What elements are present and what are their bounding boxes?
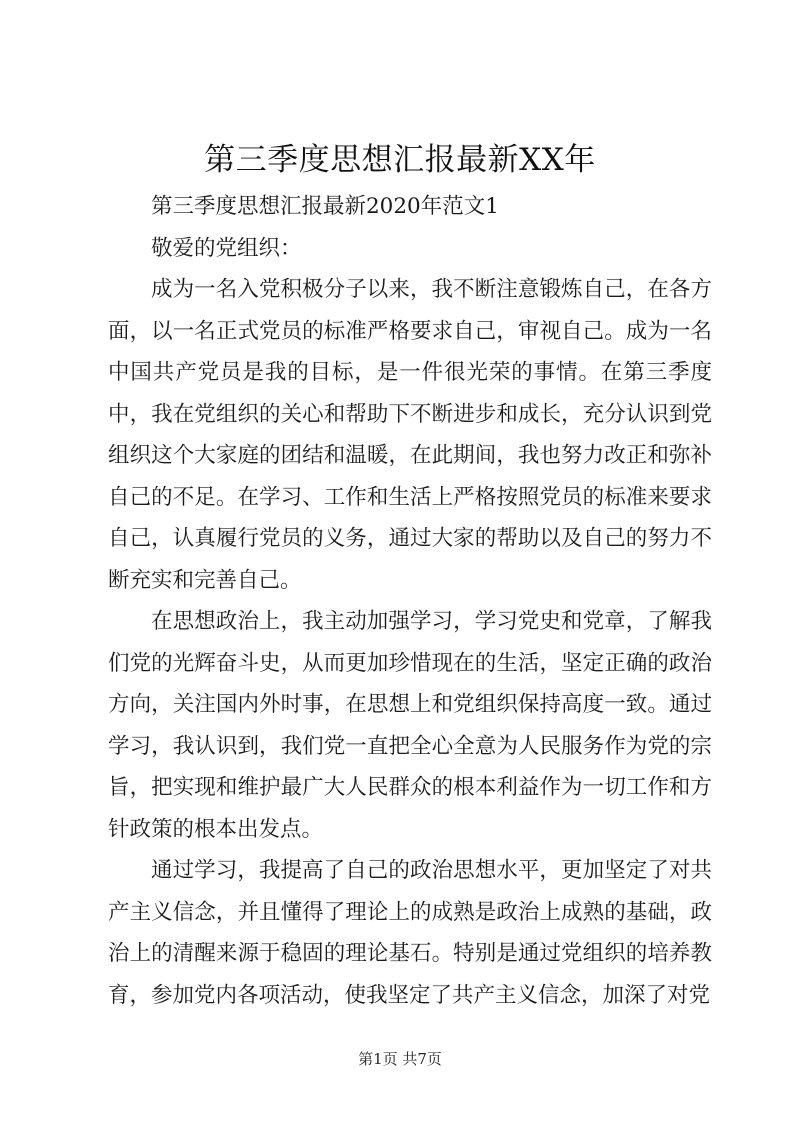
paragraph: 通过学习，我提高了自己的政治思想水平，更加坚定了对共产主义信念，并且懂得了理论上的成熟是政治上成熟的基础，政治上的清醒来源于稳固的理论基石。特别是通过党组织的培养教育，参加党内各项活动，使我坚定了共产主义信念，加深了对党 — [108, 858, 712, 1008]
paragraph: 成为一名入党积极分子以来，我不断注意锻炼自己，在各方面，以一名正式党员的标准严格要求自己，审视自己。成为一名中国共产党员是我的目标，是一件很光荣的事情。在第三季度中，我在党组织的关心和帮助下不断进步和成长，充分认识到党组织这个大家庭的团结和温暖，在此期间，我也努力改正和弥补自己的不足。在学习、工作和生活上严格按照党员的标准来要求自己，认真履行党员的义务，通过大家的帮助以及自己的努力不断充实和完善自己。 — [108, 277, 712, 593]
document-subtitle: 第三季度思想汇报最新2020年范文1 — [151, 194, 499, 219]
paragraph: 在思想政治上，我主动加强学习，学习党史和党章，了解我们党的光辉奋斗史，从而更加珍惜现在的生活，坚定正确的政治方向，关注国内外时事，在思想上和党组织保持高度一致。通过学习，我认识到，我们党一直把全心全意为人民服务作为党的宗旨，把实现和维护最广大人民群众的根本利益作为一切工作和方针政策的根本出发点。 — [108, 609, 712, 842]
salutation: 敬爱的党组织： — [151, 235, 302, 261]
document-body — [108, 186, 712, 1016]
document-title: 第三季度思想汇报最新XX年 — [204, 142, 596, 178]
page-number-footer: 第1页 共7页 — [358, 1050, 442, 1068]
